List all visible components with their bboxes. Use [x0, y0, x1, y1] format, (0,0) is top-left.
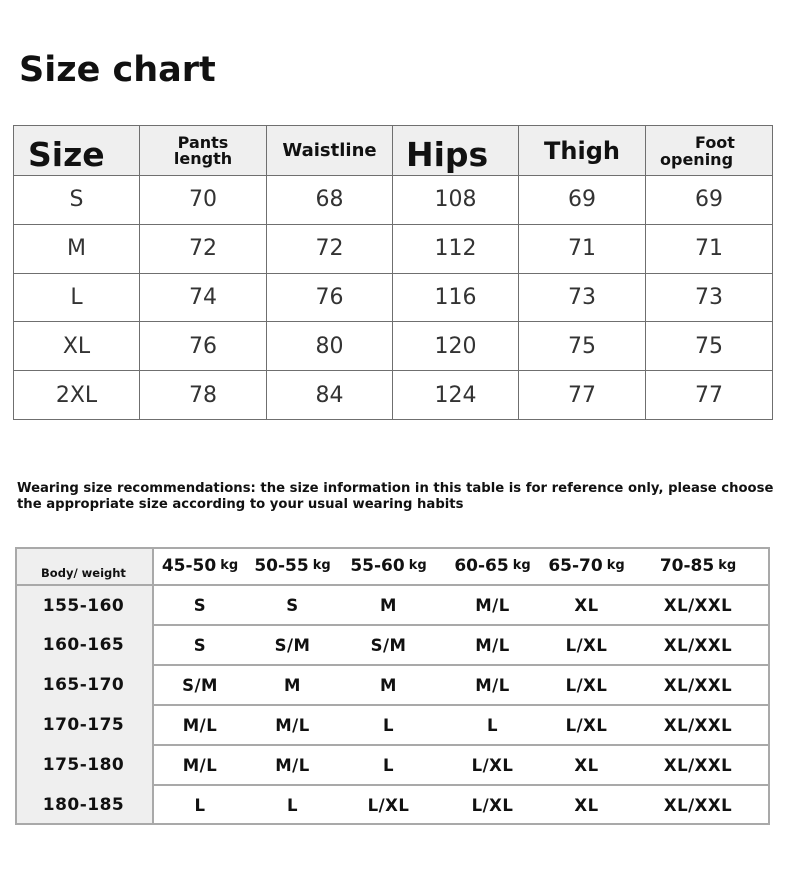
recommended-size: XL/XXL: [663, 796, 733, 815]
recommended-size: S: [153, 625, 246, 665]
measurement-cell: 78: [140, 371, 267, 420]
weight-header: [153, 547, 246, 585]
recommended-size: S/M: [339, 625, 438, 665]
recommended-size: L: [286, 796, 298, 815]
recommended-size: S: [153, 585, 246, 625]
height-range: 170-175: [15, 705, 153, 745]
recommended-size: M/L: [153, 745, 246, 785]
measurement-cell: 73: [646, 273, 773, 322]
weight-unit: kg: [606, 557, 625, 573]
measurement-cell: 84: [267, 371, 393, 420]
recommended-size: S/M: [153, 665, 246, 705]
recommended-size: S: [246, 585, 339, 625]
measurement-cell: 76: [140, 322, 267, 371]
recommended-size: L/XL: [547, 625, 626, 665]
measurement-cell: 77: [519, 371, 646, 420]
size-label: M: [14, 224, 140, 273]
height-range: 175-180: [15, 745, 153, 785]
weight-range: 65-70: [548, 555, 603, 576]
recommended-size: XL/XXL: [626, 705, 770, 745]
measurement-cell: 120: [393, 322, 519, 371]
recommended-size: L: [194, 796, 206, 815]
wearing-note-line1: Wearing size recommendations: the size information in this table is for reference only, please choose: [17, 481, 774, 496]
recommended-size: XL/XXL: [626, 625, 770, 665]
recommended-size: L: [339, 705, 438, 745]
page-title: Size chart: [19, 50, 216, 90]
recommended-size: L: [438, 705, 547, 745]
measurement-cell: 71: [646, 224, 773, 273]
recommended-size: M/L: [246, 705, 339, 745]
recommended-size: L/XL: [471, 796, 514, 815]
wearing-note: [17, 481, 777, 513]
weight-header: [438, 547, 547, 585]
recommended-size: M: [339, 585, 438, 625]
recommended-size: L/XL: [438, 745, 547, 785]
weight-unit: kg: [718, 557, 737, 573]
header-foot-opening-line2: opening: [660, 149, 734, 169]
recommendation-header-row: [15, 547, 770, 585]
size-label: XL: [14, 322, 140, 371]
size-label: L: [14, 273, 140, 322]
measurement-cell: 73: [519, 273, 646, 322]
measurement-cell: 69: [646, 176, 773, 225]
header-hips: Hips: [393, 126, 519, 176]
height-range: 160-165: [15, 625, 153, 665]
recommended-size: XL/XXL: [626, 585, 770, 625]
size-row: [14, 224, 773, 273]
weight-range: 45-50: [161, 555, 217, 576]
measurement-cell: 69: [519, 176, 646, 225]
weight-unit: kg: [312, 557, 331, 573]
weight-header: [246, 547, 339, 585]
weight-header: [547, 547, 626, 585]
size-row: [14, 371, 773, 420]
size-row: [14, 322, 773, 371]
header-thigh: Thigh: [519, 126, 646, 176]
weight-header: [626, 547, 770, 585]
recommended-size: L/XL: [547, 665, 626, 705]
height-row: [15, 705, 770, 745]
measurement-cell: 77: [646, 371, 773, 420]
weight-header: [339, 547, 438, 585]
height-row: [15, 585, 770, 625]
recommended-size: M/L: [438, 625, 547, 665]
recommended-size: M: [246, 665, 339, 705]
header-waistline: Waistline: [267, 126, 393, 176]
measurement-cell: 116: [393, 273, 519, 322]
header-foot-opening: [646, 126, 773, 176]
size-row: [14, 273, 773, 322]
header-pants-length-line1: Pants: [177, 132, 229, 152]
recommended-size: M/L: [246, 745, 339, 785]
recommended-size: XL: [547, 745, 626, 785]
measurement-cell: 72: [140, 224, 267, 273]
header-foot-opening-line1: Foot: [695, 132, 735, 152]
recommended-size: L/XL: [367, 796, 410, 815]
weight-range: 60-65: [454, 555, 509, 576]
height-range: 180-185: [15, 785, 153, 825]
height-row: [15, 745, 770, 785]
measurement-cell: 75: [519, 322, 646, 371]
measurement-cell: 80: [267, 322, 393, 371]
recommended-size: S/M: [246, 625, 339, 665]
recommended-size: M/L: [153, 705, 246, 745]
measurement-cell: 74: [140, 273, 267, 322]
header-size: Size: [14, 126, 140, 176]
recommended-size: L/XL: [547, 705, 626, 745]
size-label: 2XL: [14, 371, 140, 420]
weight-unit: kg: [512, 557, 531, 573]
recommended-size: XL/XXL: [626, 745, 770, 785]
measurement-cell: 72: [267, 224, 393, 273]
recommended-size: L: [339, 745, 438, 785]
header-pants-length: [140, 126, 267, 176]
size-row: [14, 176, 773, 225]
measurement-cell: 76: [267, 273, 393, 322]
recommended-size: M/L: [438, 585, 547, 625]
measurement-cell: 71: [519, 224, 646, 273]
measurement-cell: 70: [140, 176, 267, 225]
recommendation-table: [15, 547, 770, 825]
measurement-cell: 112: [393, 224, 519, 273]
recommended-size: M: [339, 665, 438, 705]
height-range: 155-160: [15, 585, 153, 625]
measurement-cell: 108: [393, 176, 519, 225]
size-table: [13, 125, 773, 420]
size-table-header-row: [14, 126, 773, 176]
recommended-size: M/L: [438, 665, 547, 705]
weight-range: 50-55: [254, 555, 309, 576]
recommended-size: XL/XXL: [626, 665, 770, 705]
size-label: S: [14, 176, 140, 225]
weight-unit: kg: [408, 557, 427, 573]
height-row: [15, 625, 770, 665]
weight-unit: kg: [220, 557, 239, 573]
height-row: [15, 785, 770, 825]
height-row: [15, 665, 770, 705]
corner-label: Body/ weight: [15, 547, 153, 585]
wearing-note-line2: the appropriate size according to your usual wearing habits: [17, 497, 464, 512]
measurement-cell: 124: [393, 371, 519, 420]
height-range: 165-170: [15, 665, 153, 705]
recommended-size: XL: [547, 585, 626, 625]
weight-range: 55-60: [350, 555, 405, 576]
measurement-cell: 75: [646, 322, 773, 371]
weight-range: 70-85: [659, 555, 715, 576]
recommended-size: XL: [574, 796, 599, 815]
measurement-cell: 68: [267, 176, 393, 225]
header-pants-length-line2: length: [173, 148, 233, 168]
